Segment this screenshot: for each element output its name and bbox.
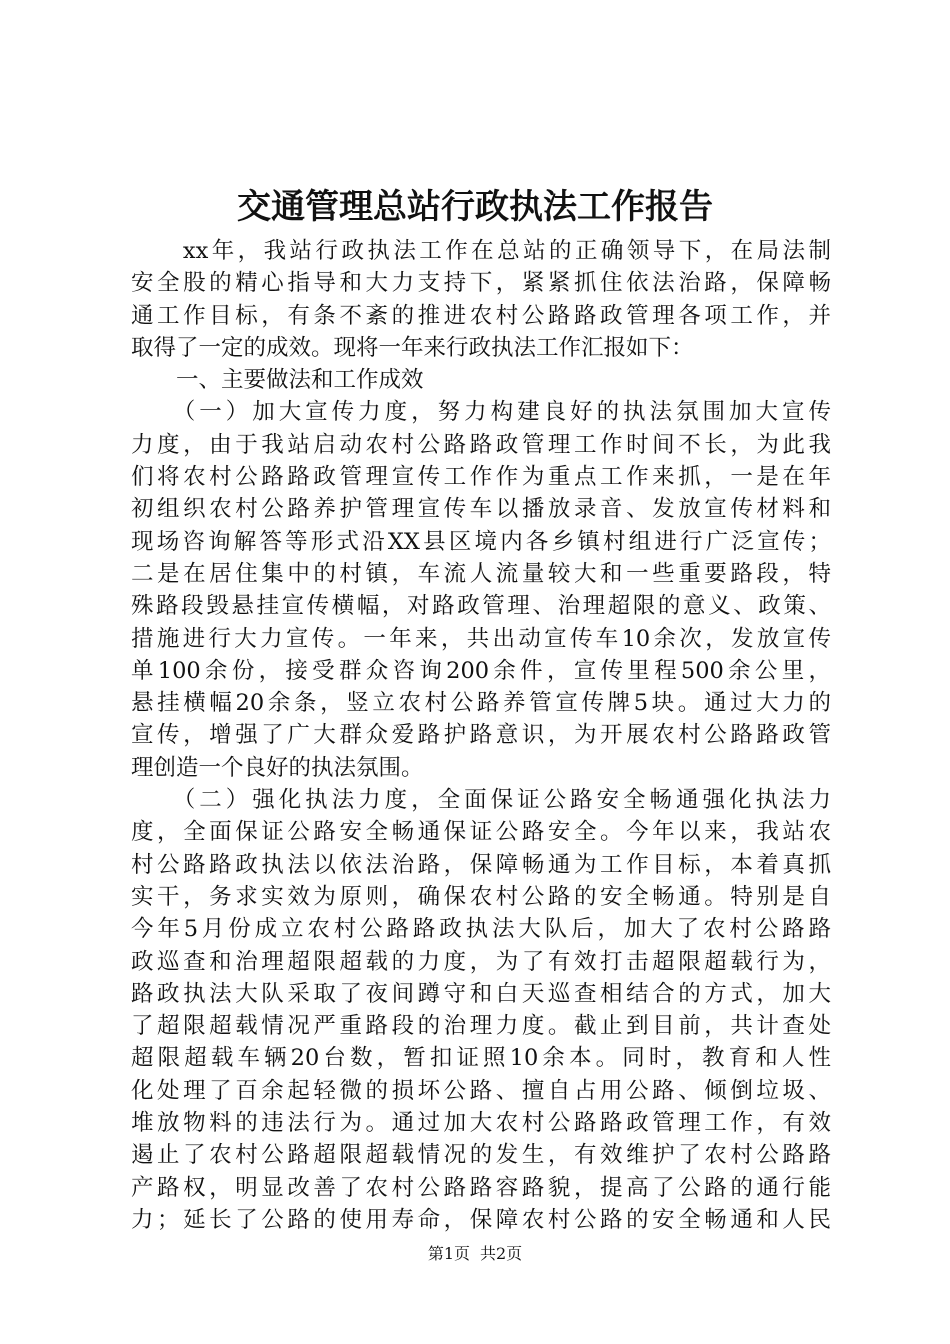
body-line: xx年，我站行政执法工作在总站的正确领导下，在局法制 <box>131 238 831 264</box>
body-line: 政巡查和治理超限超载的力度，为了有效打击超限超载行为， <box>131 948 831 975</box>
body-line: 了超限超载情况严重路段的治理力度。截止到目前，共计查处 <box>131 1013 831 1040</box>
body-line: 村公路路政执法以依法治路，保障畅通为工作目标，本着真抓 <box>131 851 831 878</box>
page-total: 共2页 <box>480 1244 523 1263</box>
body-line: 二是在居住集中的村镇，车流人流量较大和一些重要路段，特 <box>131 560 831 587</box>
body-line: 宣传，增强了广大群众爱路护路意识，为开展农村公路路政管 <box>131 722 831 749</box>
body-line: 理创造一个良好的执法氛围。 <box>131 754 424 781</box>
body-line: （一）加大宣传力度，努力构建良好的执法氛围加大宣传 <box>131 399 831 426</box>
page-footer <box>0 1243 950 1265</box>
body-line: 一、主要做法和工作成效 <box>131 367 424 394</box>
document-title: 交通管理总站行政执法工作报告 <box>237 187 713 227</box>
body-line: 度，全面保证公路安全畅通保证公路安全。今年以来，我站农 <box>131 819 831 846</box>
body-line: 措施进行大力宣传。一年来，共出动宣传车10余次，发放宣传 <box>131 625 831 652</box>
page-number: 第1页 <box>427 1244 470 1263</box>
body-line: 遏止了农村公路超限超载情况的发生，有效维护了农村公路路 <box>131 1142 831 1169</box>
body-line: 悬挂横幅20余条，竖立农村公路养管宣传牌5块。通过大力的 <box>131 690 831 717</box>
document-body <box>131 235 831 1236</box>
body-line: 超限超载车辆20台数，暂扣证照10余本。同时，教育和人性 <box>131 1045 831 1072</box>
body-line: （二）强化执法力度，全面保证公路安全畅通强化执法力 <box>131 787 831 814</box>
body-line: 化处理了百余起轻微的损坏公路、擅自占用公路、倾倒垃圾、 <box>131 1077 831 1104</box>
body-line: 取得了一定的成效。现将一年来行政执法工作汇报如下： <box>131 334 694 361</box>
body-line: 今年5月份成立农村公路路政执法大队后，加大了农村公路路 <box>131 916 831 943</box>
body-line: 产路权，明显改善了农村公路路容路貌，提高了公路的通行能 <box>131 1174 831 1201</box>
body-line: 们将农村公路路政管理宣传工作作为重点工作来抓，一是在年 <box>131 464 831 491</box>
body-line: 现场咨询解答等形式沿XX县区境内各乡镇村组进行广泛宣传； <box>131 528 831 555</box>
body-line: 通工作目标，有条不紊的推进农村公路路政管理各项工作，并 <box>131 302 831 329</box>
body-line: 安全股的精心指导和大力支持下，紧紧抓住依法治路，保障畅 <box>131 270 831 297</box>
body-line: 堆放物料的违法行为。通过加大农村公路路政管理工作，有效 <box>131 1110 831 1137</box>
body-line: 实干，务求实效为原则，确保农村公路的安全畅通。特别是自 <box>131 883 831 910</box>
body-line: 路政执法大队采取了夜间蹲守和白天巡查相结合的方式，加大 <box>131 980 831 1007</box>
body-line: 殊路段毁悬挂宣传横幅，对路政管理、治理超限的意义、政策、 <box>131 593 831 620</box>
body-line: 单100余份，接受群众咨询200余件，宣传里程500余公里， <box>131 657 831 684</box>
body-line: 力；延长了公路的使用寿命，保障农村公路的安全畅通和人民 <box>131 1206 831 1233</box>
body-line: 初组织农村公路养护管理宣传车以播放录音、发放宣传材料和 <box>131 496 831 523</box>
body-line: 力度，由于我站启动农村公路路政管理工作时间不长，为此我 <box>131 431 831 458</box>
